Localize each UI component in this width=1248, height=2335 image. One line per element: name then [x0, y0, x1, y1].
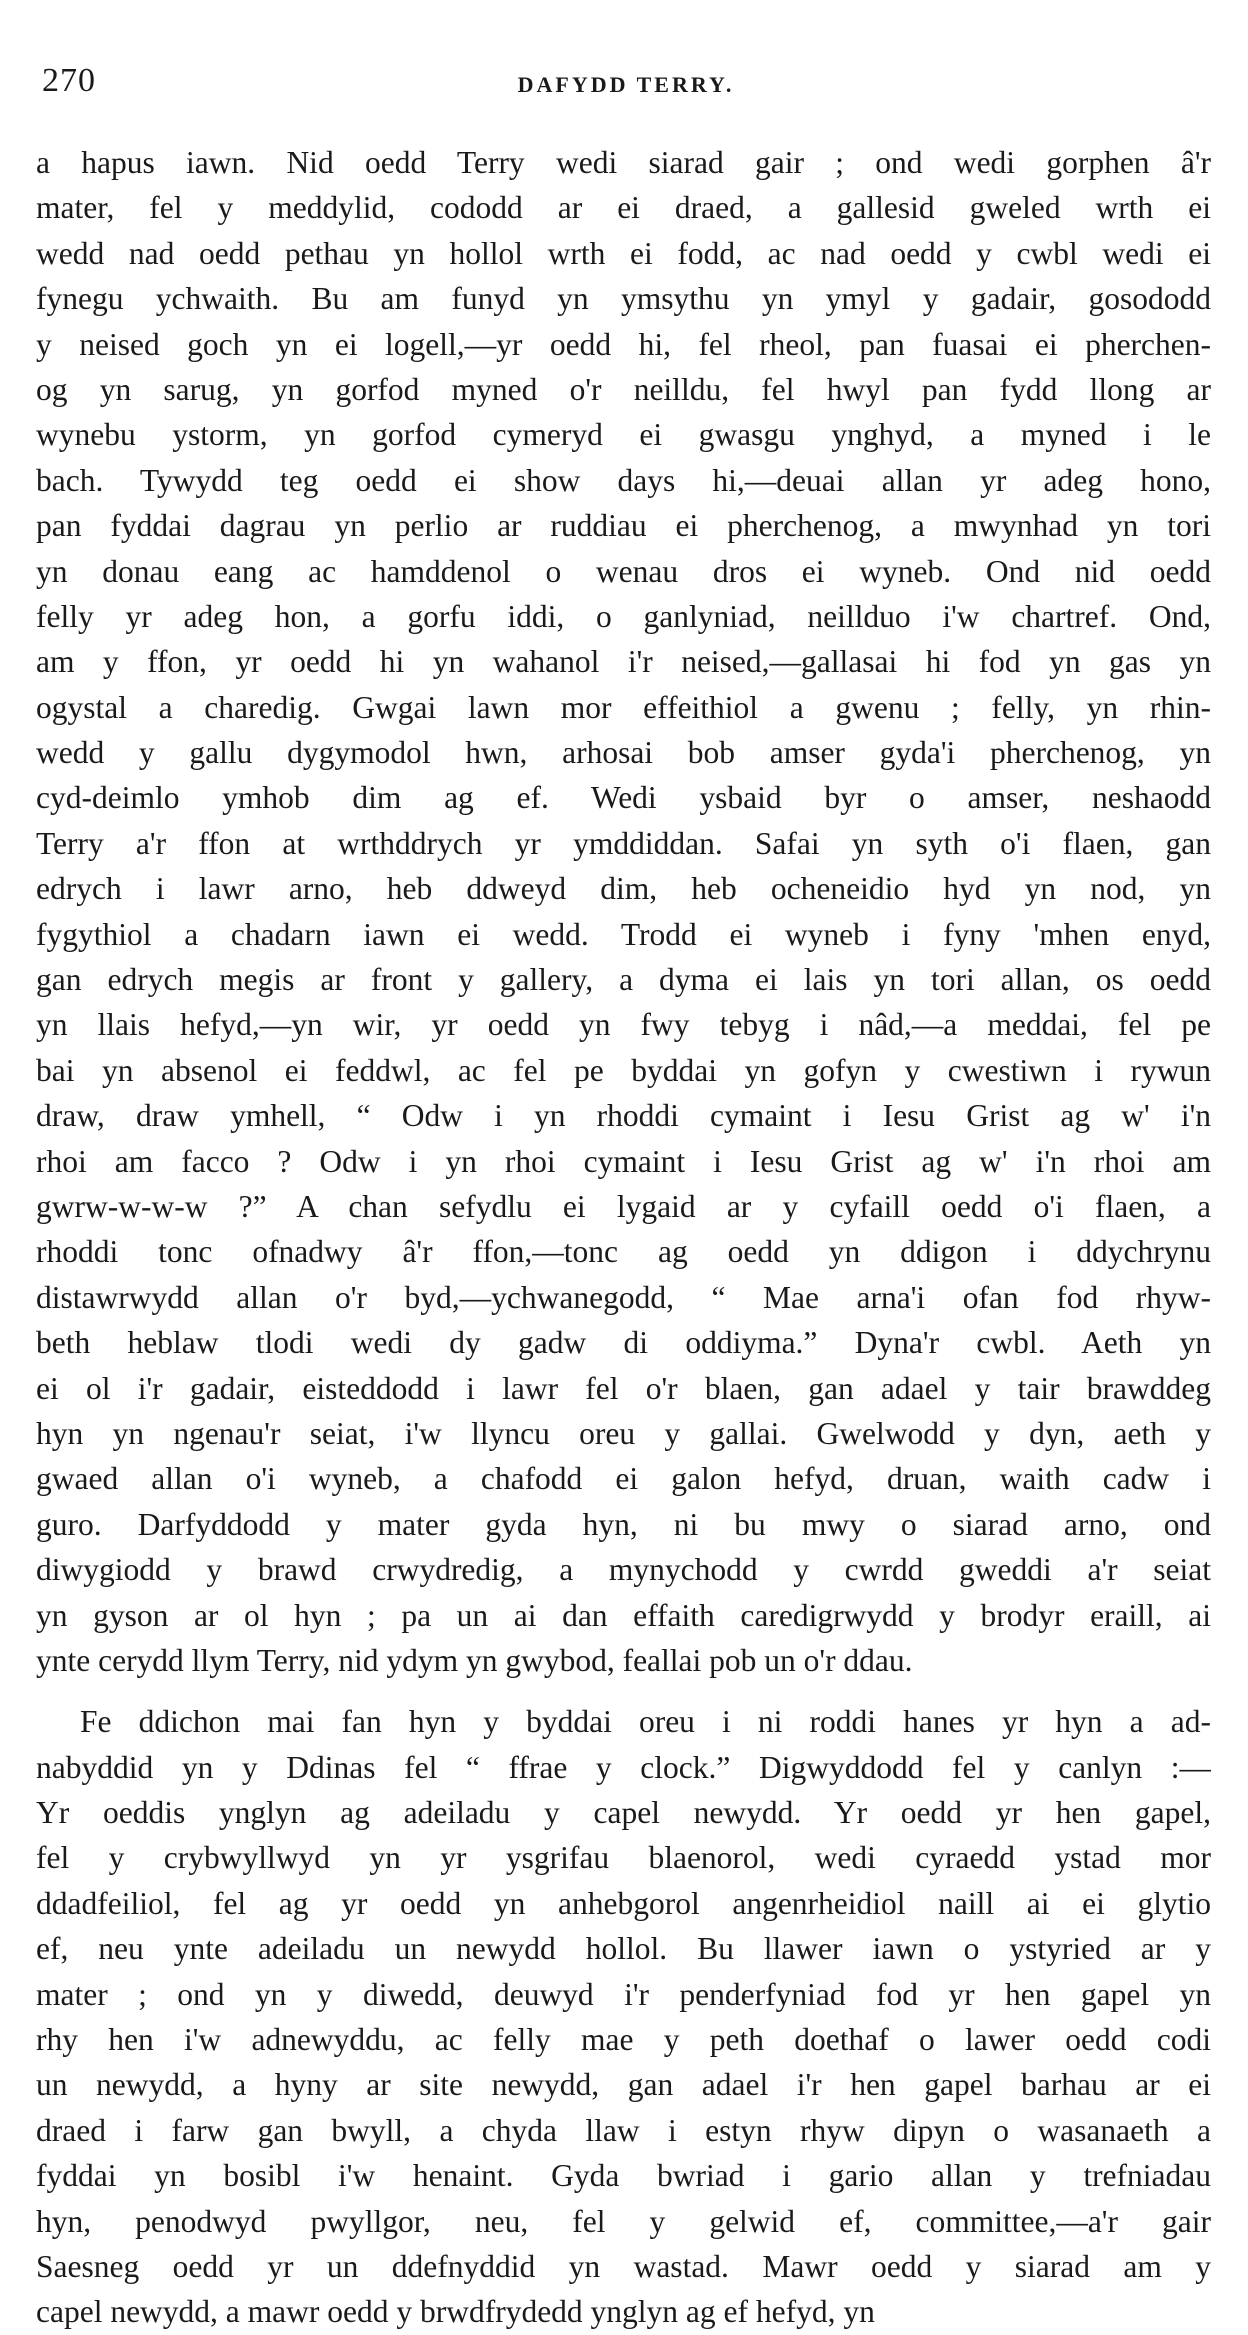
text-line: cyd-deimlo ymhob dim ag ef. Wedi ysbaid byr o amser, neshaodd [36, 780, 1211, 816]
text-line: yn llais hefyd,—yn wir, yr oedd yn fwy tebyg i nâd,—a meddai, fel pe [36, 1007, 1211, 1043]
text-line: un newydd, a hyny ar site newydd, gan adael i'r hen gapel barhau ar ei [36, 2067, 1211, 2103]
text-line: guro. Darfyddodd y mater gyda hyn, ni bu mwy o siarad arno, ond [36, 1506, 1211, 1542]
text-line: yn donau eang ac hamddenol o wenau dros ei wyneb. Ond nid oedd [36, 553, 1211, 589]
text-line: Saesneg oedd yr un ddefnyddid yn wastad. Mawr oedd y siarad am y [36, 2248, 1211, 2284]
text-line: capel newydd, a mawr oedd y brwdfrydedd ynglyn ag ef hefyd, yn [36, 2294, 875, 2330]
text-line: gwrw-w-w-w ?” A chan sefydlu ei lygaid ar y cyfaill oedd o'i flaen, a [36, 1188, 1211, 1224]
text-line: mater, fel y meddylid, cododd ar ei draed, a gallesid gweled wrth ei [36, 190, 1211, 226]
paragraph [36, 1699, 1211, 2334]
text-line: distawrwydd allan o'r byd,—ychwanegodd, “ Mae arna'i ofan fod rhyw- [36, 1279, 1211, 1315]
text-line: wedd nad oedd pethau yn hollol wrth ei fodd, ac nad oedd y cwbl wedi ei [36, 235, 1211, 271]
text-line: wynebu ystorm, yn gorfod cymeryd ei gwasgu ynghyd, a myned i le [36, 417, 1211, 453]
text-line: pan fyddai dagrau yn perlio ar ruddiau ei pherchenog, a mwynhad yn tori [36, 508, 1211, 544]
text-line: rhoi am facco ? Odw i yn rhoi cymaint i Iesu Grist ag w' i'n rhoi am [36, 1143, 1211, 1179]
text-line: nabyddid yn y Ddinas fel “ ffrae y clock.” Digwyddodd fel y canlyn :— [36, 1749, 1211, 1785]
paragraph [36, 140, 1211, 1683]
text-line: wedd y gallu dygymodol hwn, arhosai bob amser gyda'i pherchenog, yn [36, 735, 1211, 771]
text-line: fynegu ychwaith. Bu am funyd yn ymsythu yn ymyl y gadair, gosododd [36, 281, 1211, 317]
text-line: ei ol i'r gadair, eisteddodd i lawr fel o'r blaen, gan adael y tair brawddeg [36, 1370, 1211, 1406]
text-line: ef, neu ynte adeiladu un newydd hollol. Bu llawer iawn o ystyried ar y [36, 1931, 1211, 1967]
text-line: edrych i lawr arno, heb ddweyd dim, heb ocheneidio hyd yn nod, yn [36, 871, 1211, 907]
text-line: Fe ddichon mai fan hyn y byddai oreu i ni roddi hanes yr hyn a ad- [80, 1704, 1211, 1740]
text-line: beth heblaw tlodi wedi dy gadw di oddiyma.” Dyna'r cwbl. Aeth yn [36, 1325, 1211, 1361]
text-line: bach. Tywydd teg oedd ei show days hi,—deuai allan yr adeg hono, [36, 462, 1211, 498]
text-line: rhoddi tonc ofnadwy â'r ffon,—tonc ag oedd yn ddigon i ddychrynu [36, 1234, 1211, 1270]
text-line: am y ffon, yr oedd hi yn wahanol i'r neised,—gallasai hi fod yn gas yn [36, 644, 1211, 680]
text-line: fel y crybwyllwyd yn yr ysgrifau blaenorol, wedi cyraedd ystad mor [36, 1840, 1211, 1876]
text-line: fygythiol a chadarn iawn ei wedd. Trodd ei wyneb i fyny 'mhen enyd, [36, 916, 1211, 952]
text-line: draed i farw gan bwyll, a chyda llaw i estyn rhyw dipyn o wasanaeth a [36, 2112, 1211, 2148]
text-line: ogystal a charedig. Gwgai lawn mor effeithiol a gwenu ; felly, yn rhin- [36, 689, 1211, 725]
text-line: Yr oeddis ynglyn ag adeiladu y capel newydd. Yr oedd yr hen gapel, [36, 1795, 1211, 1831]
text-line: hyn yn ngenau'r seiat, i'w llyncu oreu y gallai. Gwelwodd y dyn, aeth y [36, 1415, 1211, 1451]
text-line: yn gyson ar ol hyn ; pa un ai dan effaith caredigrwydd y brodyr eraill, ai [36, 1597, 1211, 1633]
body-text [36, 140, 1211, 2335]
text-line: gan edrych megis ar front y gallery, a dyma ei lais yn tori allan, os oedd [36, 962, 1211, 998]
paragraph-gap [36, 1683, 1211, 1699]
text-line: og yn sarug, yn gorfod myned o'r neilldu, fel hwyl pan fydd llong ar [36, 371, 1211, 407]
text-line: a hapus iawn. Nid oedd Terry wedi siarad gair ; ond wedi gorphen â'r [36, 145, 1211, 180]
text-line: Terry a'r ffon at wrthddrych yr ymddiddan. Safai yn syth o'i flaen, gan [36, 825, 1211, 861]
text-line: ynte cerydd llym Terry, nid ydym yn gwybod, feallai pob un o'r ddau. [36, 1642, 913, 1678]
running-title: DAFYDD TERRY. [517, 72, 735, 97]
text-line: mater ; ond yn y diwedd, deuwyd i'r penderfyniad fod yr hen gapel yn [36, 1976, 1211, 2012]
text-line: bai yn absenol ei feddwl, ac fel pe byddai yn gofyn y cwestiwn i rywun [36, 1052, 1211, 1088]
text-line: draw, draw ymhell, “ Odw i yn rhoddi cymaint i Iesu Grist ag w' i'n [36, 1098, 1211, 1134]
text-line: y neised goch yn ei logell,—yr oedd hi, fel rheol, pan fuasai ei pherchen- [36, 326, 1211, 362]
text-line: rhy hen i'w adnewyddu, ac felly mae y peth doethaf o lawer oedd codi [36, 2022, 1211, 2058]
text-line: felly yr adeg hon, a gorfu iddi, o ganlyniad, neillduo i'w chartref. Ond, [36, 598, 1211, 634]
text-line: diwygiodd y brawd crwydredig, a mynychodd y cwrdd gweddi a'r seiat [36, 1552, 1211, 1588]
text-line: hyn, penodwyd pwyllgor, neu, fel y gelwid ef, committee,—a'r gair [36, 2203, 1211, 2239]
text-line: fyddai yn bosibl i'w henaint. Gyda bwriad i gario allan y trefniadau [36, 2158, 1211, 2194]
text-line: ddadfeiliol, fel ag yr oedd yn anhebgorol angenrheidiol naill ai ei glytio [36, 1885, 1211, 1921]
running-head [42, 62, 1210, 102]
text-line: gwaed allan o'i wyneb, a chafodd ei galon hefyd, druan, waith cadw i [36, 1461, 1211, 1497]
page-number: 270 [42, 62, 96, 99]
